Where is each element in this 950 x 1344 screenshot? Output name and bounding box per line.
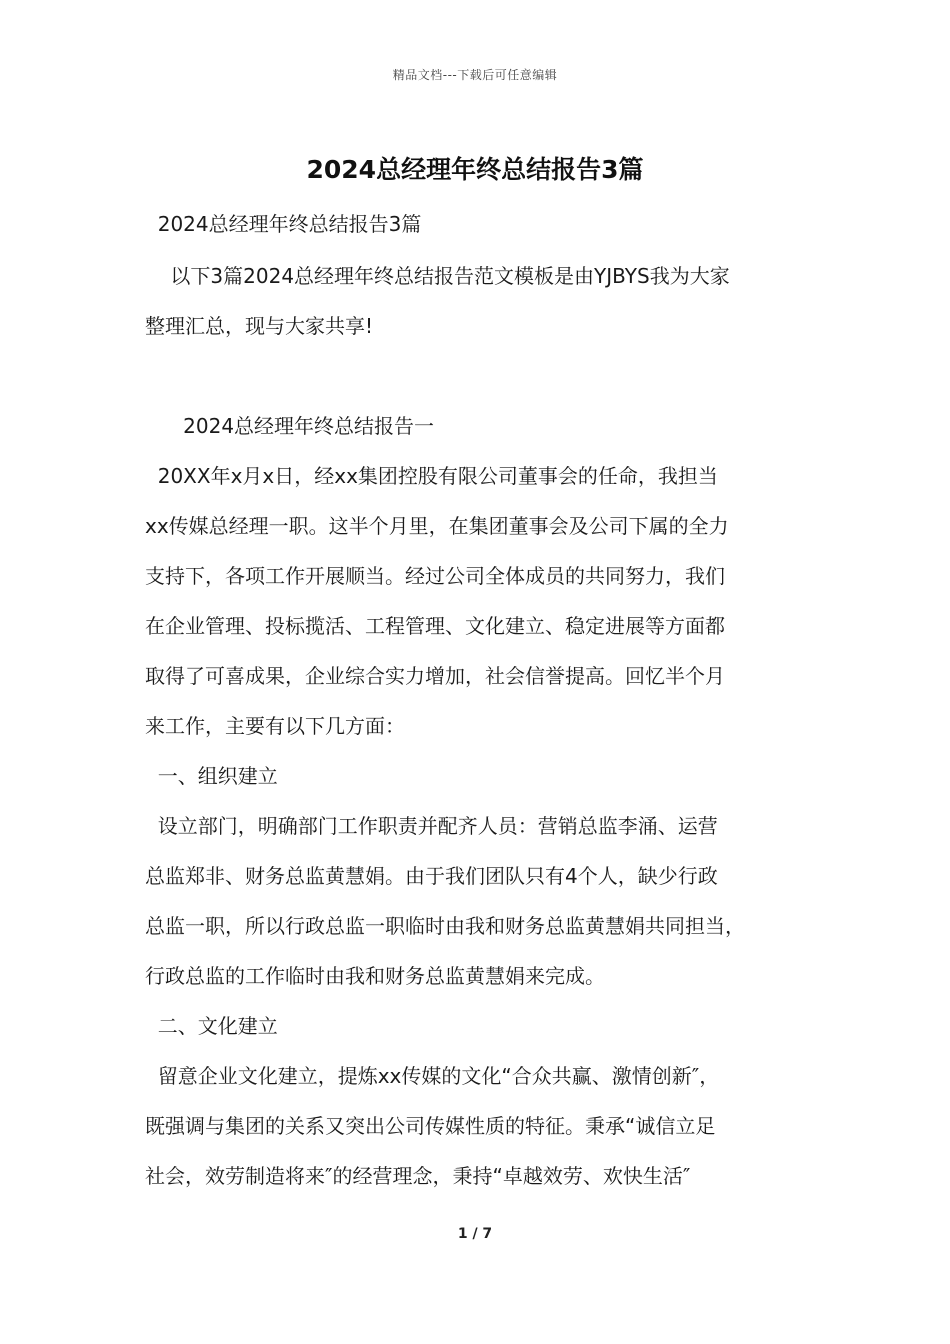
- paragraph-line: 20XX年x月x日，经xx集团控股有限公司董事会的任命，我担当: [145, 464, 718, 488]
- paragraph-line: 总监一职，所以行政总监一职临时由我和财务总监黄慧娟共同担当，: [145, 914, 745, 938]
- subtitle-line: 2024总经理年终总结报告3篇: [145, 212, 422, 236]
- paragraph-line: 支持下，各项工作开展顺当。经过公司全体成员的共同努力，我们: [145, 564, 725, 588]
- paragraph-line: 取得了可喜成果，企业综合实力增加，社会信誉提高。回忆半个月: [145, 664, 725, 688]
- paragraph-line: 社会，效劳制造将来″的经营理念，秉持“卓越效劳、欢快生活″: [145, 1164, 691, 1188]
- paragraph-line: 留意企业文化建立，提炼xx传媒的文化“合众共赢、激情创新″，: [145, 1064, 720, 1088]
- document-title: 2024总经理年终总结报告3篇: [306, 155, 644, 184]
- paragraph-line: 总监郑非、财务总监黄慧娟。由于我们团队只有4个人，缺少行政: [145, 864, 718, 888]
- paragraph-line: 设立部门，明确部门工作职责并配齐人员：营销总监李涌、运营: [145, 814, 718, 838]
- paragraph-line: 在企业管理、投标揽活、工程管理、文化建立、稳定进展等方面都: [145, 614, 725, 638]
- paragraph-line: xx传媒总经理一职。这半个月里，在集团董事会及公司下属的全力: [145, 514, 729, 538]
- intro-line-1: 以下3篇2024总经理年终总结报告范文模板是由YJBYS我为大家: [145, 264, 730, 288]
- paragraph-line: 来工作，主要有以下几方面：: [145, 714, 405, 738]
- section-heading-culture: 二、文化建立: [145, 1014, 278, 1038]
- section-heading-report-one: 2024总经理年终总结报告一: [145, 414, 435, 438]
- paragraph-line: 既强调与集团的关系又突出公司传媒性质的特征。秉承“诚信立足: [145, 1114, 716, 1138]
- page-header: 精品文档---下载后可任意编辑: [392, 68, 558, 82]
- paragraph-line: 行政总监的工作临时由我和财务总监黄慧娟来完成。: [145, 964, 605, 988]
- intro-line-2: 整理汇总，现与大家共享!: [145, 314, 374, 338]
- page-number: 1 / 7: [457, 1226, 493, 1242]
- section-heading-organization: 一、组织建立: [145, 764, 278, 788]
